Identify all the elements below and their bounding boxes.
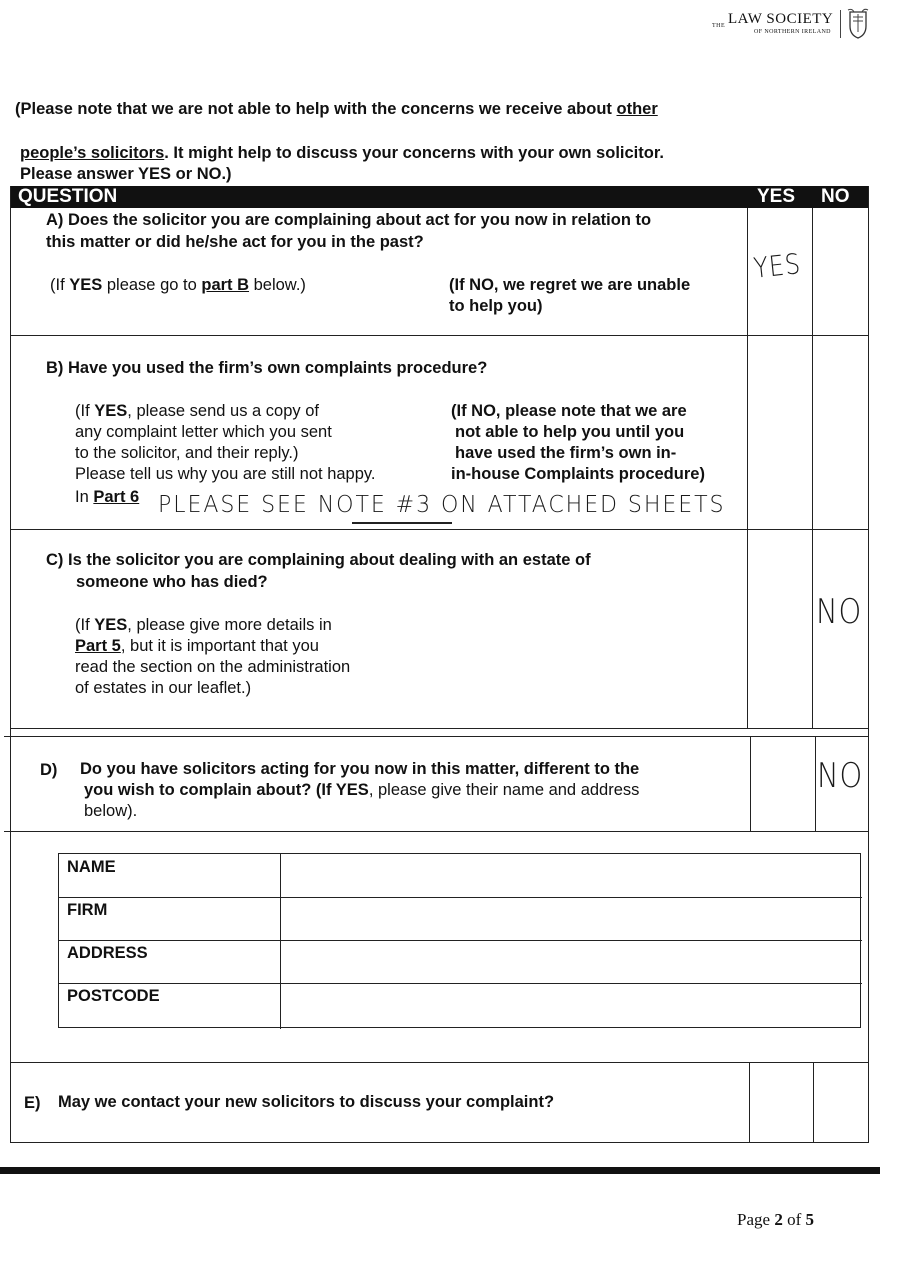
handwritten-answer-c-no: NO xyxy=(816,592,863,632)
question-a-line-2: this matter or did he/she act for you in the past? xyxy=(46,233,424,251)
intro-text: (Please note that we are not able to help with the concerns we receive about xyxy=(15,100,617,118)
logo-the: THE xyxy=(712,23,726,29)
question-b-yes-line-4: Please tell us why you are still not happy. xyxy=(75,465,376,483)
c-detail-post: , but it is important that you xyxy=(120,637,319,655)
handwritten-note-b: PLEASE SEE NOTE #3 ON ATTACHED SHEETS xyxy=(158,492,726,518)
yes-col-divider-e xyxy=(749,1063,750,1143)
handwritten-answer-a-yes: YES xyxy=(752,247,803,285)
question-e: May we contact your new solicitors to discuss your complaint? xyxy=(58,1093,555,1111)
header-no: NO xyxy=(821,186,850,207)
a-yes-word: YES xyxy=(69,276,103,294)
intro-line-3: Please answer YES or NO.) xyxy=(20,165,232,183)
question-a-no-line-1: (If NO, we regret we are unable xyxy=(449,276,691,294)
question-a-yes-instruction xyxy=(50,275,306,296)
row-divider-e-top xyxy=(10,1062,868,1063)
question-c-detail-3: read the section on the administration xyxy=(75,658,351,676)
fields-column-divider xyxy=(280,854,281,1029)
crest-icon xyxy=(846,8,870,40)
question-c-detail-2 xyxy=(75,636,319,657)
question-a-no-line-2: to help you) xyxy=(449,297,543,315)
name-field[interactable] xyxy=(282,855,860,896)
c-yes-post: , please give more details in xyxy=(127,616,332,634)
intro-underlined: other xyxy=(616,100,658,118)
question-d-line-3: below). xyxy=(84,802,138,820)
table-left-border xyxy=(10,186,11,1143)
question-b-no-line-2: not able to help you until you xyxy=(455,423,685,441)
question-d-label: D) xyxy=(40,761,58,779)
intro-line-2 xyxy=(20,143,664,164)
no-col-divider-e xyxy=(813,1063,814,1143)
table-header xyxy=(10,186,869,208)
question-b-yes-line-2: any complaint letter which you sent xyxy=(75,423,332,441)
intro-underlined-2: people’s solicitors xyxy=(20,144,165,162)
law-society-logo xyxy=(712,8,882,42)
postcode-label: POSTCODE xyxy=(67,987,160,1005)
logo-title: LAW SOCIETY xyxy=(728,11,834,27)
question-a-line-1: A) Does the solicitor you are complaining about act for you now in relation to xyxy=(46,211,652,229)
answer-e-yes-box[interactable] xyxy=(751,1064,812,1141)
question-c-detail-4: of estates in our leaflet.) xyxy=(75,679,252,697)
b-in-text: In xyxy=(75,488,94,506)
b-yes-word: YES xyxy=(94,402,128,420)
intro-line-1 xyxy=(15,99,658,120)
page-of: of xyxy=(782,1210,806,1229)
part-b-link[interactable]: part B xyxy=(201,276,250,294)
header-question: QUESTION xyxy=(18,186,118,207)
solicitor-details-table xyxy=(58,853,861,1028)
row-divider-ab xyxy=(10,335,868,336)
address-field[interactable] xyxy=(282,941,860,982)
page-total: 5 xyxy=(805,1210,814,1229)
address-label: ADDRESS xyxy=(67,944,148,962)
firm-label: FIRM xyxy=(67,901,108,919)
no-col-divider-c xyxy=(812,530,813,728)
question-b-no-line-4: in-house Complaints procedure) xyxy=(451,465,705,483)
page-label: Page xyxy=(737,1210,775,1229)
row-divider-bc xyxy=(10,529,868,530)
c-yes-word: YES xyxy=(94,616,128,634)
table-bottom-border xyxy=(10,1142,868,1143)
d-line2-b: , please give their name and address xyxy=(368,781,640,799)
d-yes-word: YES xyxy=(335,781,369,799)
page-current: 2 xyxy=(774,1210,783,1229)
no-col-divider-ab xyxy=(812,208,813,530)
row-divider-c-bottom xyxy=(10,728,868,729)
question-c-line-2: someone who has died? xyxy=(76,573,268,591)
footer-rule xyxy=(0,1167,880,1174)
c-yes-pre: (If xyxy=(75,616,95,634)
row-divider-d-bottom xyxy=(4,831,868,832)
name-label: NAME xyxy=(67,858,116,876)
part-6-link[interactable]: Part 6 xyxy=(93,488,140,506)
handwritten-answer-d-no: NO xyxy=(817,756,864,796)
b-yes-pre: (If xyxy=(75,402,95,420)
question-b-yes-line-5 xyxy=(75,487,139,508)
logo-subtitle: OF NORTHERN IRELAND xyxy=(754,29,831,35)
a-yes-mid: please go to xyxy=(102,276,202,294)
answer-e-no-box[interactable] xyxy=(815,1064,867,1141)
part-5-link[interactable]: Part 5 xyxy=(75,637,121,655)
question-d-line-2 xyxy=(84,780,639,801)
table-right-border xyxy=(868,186,869,1143)
question-b-no-line-3: have used the firm’s own in- xyxy=(455,444,677,462)
question-b-yes-line-1 xyxy=(75,401,319,422)
intro-text-2: . It might help to discuss your concerns with your own solicitor. xyxy=(164,144,664,162)
firm-field[interactable] xyxy=(282,898,860,939)
header-yes: YES xyxy=(757,186,796,207)
yes-col-divider-ab xyxy=(747,208,748,530)
d-line2-a: you wish to complain about? (If xyxy=(84,781,336,799)
question-b-yes-line-3: to the solicitor, and their reply.) xyxy=(75,444,299,462)
yes-col-divider-d xyxy=(750,737,751,832)
a-yes-post: below.) xyxy=(249,276,306,294)
yes-col-divider-c xyxy=(747,530,748,728)
question-c-line-1: C) Is the solicitor you are complaining about dealing with an estate of xyxy=(46,551,591,569)
question-b: B) Have you used the firm’s own complaints procedure? xyxy=(46,359,488,377)
question-e-label: E) xyxy=(24,1094,41,1112)
logo-divider xyxy=(840,10,841,38)
question-d-line-1: Do you have solicitors acting for you now in this matter, different to the xyxy=(80,760,640,778)
b-yes-post: , please send us a copy of xyxy=(127,402,319,420)
question-b-no-line-1: (If NO, please note that we are xyxy=(451,402,687,420)
a-yes-pre: (If xyxy=(50,276,70,294)
no-col-divider-d xyxy=(815,737,816,832)
question-c-detail-1 xyxy=(75,615,332,636)
postcode-field[interactable] xyxy=(282,984,860,1027)
handwritten-underline xyxy=(352,522,452,524)
page-number xyxy=(737,1210,814,1230)
row-divider-d-top xyxy=(4,736,868,737)
